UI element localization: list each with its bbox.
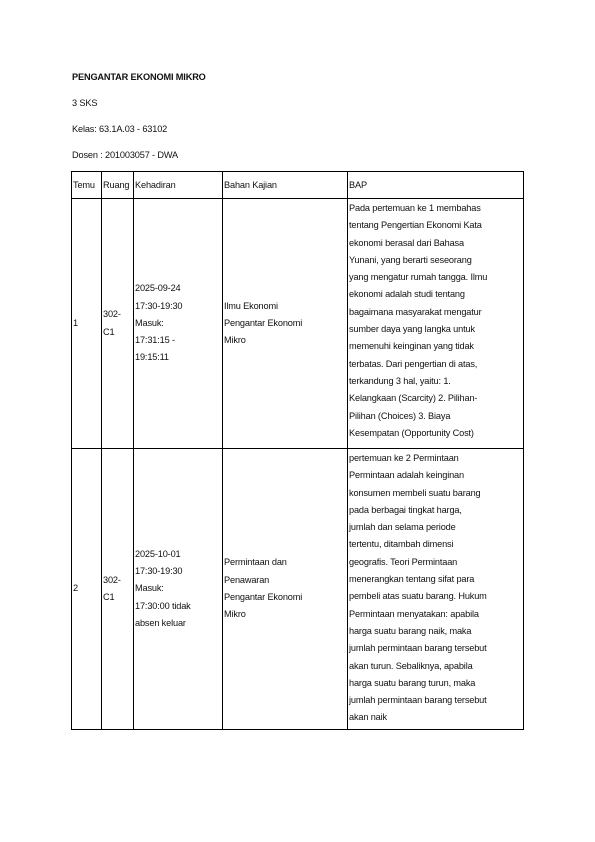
bap-line: tentang Pengertian Ekonomi Kata: [349, 220, 482, 231]
kehadiran-line: 2025-10-01: [135, 548, 181, 559]
bap-line: pada berbagai tingkat harga,: [349, 504, 462, 515]
bahan-line: Mikro: [224, 609, 246, 620]
bap-line: akan naik: [349, 712, 387, 723]
kehadiran-cell: [134, 449, 223, 730]
ruang-line: 302-: [103, 309, 121, 320]
bap-line: pembeli atas suatu barang. Hukum: [349, 591, 487, 602]
kehadiran-line: 17:30-19:30: [135, 565, 183, 576]
bap-line: ekonomi adalah studi tentang: [349, 289, 465, 300]
bahan-line: Mikro: [224, 335, 246, 346]
bap-line: pertemuan ke 2 Permintaan: [349, 453, 459, 463]
bap-line: akan turun. Sebaliknya, apabila: [349, 660, 473, 671]
bahan-line: Penawaran: [224, 574, 270, 585]
bap-line: konsumen membeli suatu barang: [349, 487, 481, 498]
bap-line: Permintaan adalah keinginan: [349, 470, 464, 481]
kehadiran-line: 17:30-19:30: [135, 300, 183, 311]
ruang-cell: [102, 449, 134, 730]
ruang-line: C1: [103, 591, 115, 602]
bap-line: harga suatu barang naik, maka: [349, 625, 472, 636]
bap-line: ekonomi berasal dari Bahasa: [349, 237, 464, 248]
ruang-line: 302-: [103, 574, 121, 585]
bap-line: Pada pertemuan ke 1 membahas: [349, 203, 481, 213]
bap-line: yang mengatur rumah tangga. Ilmu: [349, 272, 488, 283]
bap-line: Yunani, yang berarti seseorang: [349, 254, 472, 265]
bahan-line: Pengantar Ekonomi: [224, 317, 303, 328]
kehadiran-line: Masuk:: [135, 583, 164, 594]
ruang-line: C1: [103, 326, 115, 337]
bap-line: tertentu, ditambah dimensi: [349, 539, 454, 550]
bap-line: jumlah permintaan barang tersebut: [349, 695, 487, 706]
table-header-row: [72, 172, 524, 199]
attendance-table: [71, 171, 524, 730]
ruang-cell: [102, 199, 134, 449]
bap-line: memenuhi keinginan yang tidak: [349, 341, 474, 352]
bap-cell: [348, 449, 524, 730]
bap-cell: [348, 199, 524, 449]
temu-cell: 2: [72, 449, 102, 730]
column-header-temu: Temu: [72, 172, 102, 199]
bahan-kajian-cell: [223, 449, 348, 730]
column-header-ruang: Ruang: [102, 172, 134, 199]
bap-line: Permintaan menyatakan: apabila: [349, 608, 479, 619]
bahan-line: Ilmu Ekonomi: [224, 300, 278, 311]
course-credits: 3 SKS: [72, 98, 98, 108]
column-header-bahan-kajian: Bahan Kajian: [223, 172, 348, 199]
class-info: Kelas: 63.1A.03 - 63102: [72, 124, 168, 134]
kehadiran-line: 19:15:11: [135, 352, 169, 363]
bap-line: bagaimana masyarakat mengatur: [349, 306, 482, 317]
bap-line: Kesempatan (Opportunity Cost): [349, 427, 474, 438]
bap-line: terkandung 3 hal, yaitu: 1.: [349, 375, 451, 386]
table-row: [72, 449, 524, 730]
table-row: [72, 199, 524, 449]
column-header-kehadiran: Kehadiran: [134, 172, 223, 199]
bap-line: sumber daya yang langka untuk: [349, 324, 475, 335]
kehadiran-line: Masuk:: [135, 317, 164, 328]
kehadiran-line: 17:31:15 -: [135, 335, 175, 346]
temu-cell: 1: [72, 199, 102, 449]
kehadiran-cell: [134, 199, 223, 449]
bahan-line: Permintaan dan: [224, 557, 287, 568]
bahan-kajian-cell: [223, 199, 348, 449]
bap-line: jumlah dan selama periode: [349, 522, 456, 533]
lecturer-info: Dosen : 201003057 - DWA: [72, 150, 179, 160]
kehadiran-line: absen keluar: [135, 617, 186, 628]
bap-line: Kelangkaan (Scarcity) 2. Pilihan-: [349, 393, 478, 404]
kehadiran-line: 2025-09-24: [135, 283, 181, 294]
bahan-line: Pengantar Ekonomi: [224, 591, 303, 602]
course-title: PENGANTAR EKONOMI MIKRO: [72, 72, 206, 82]
bap-line: menerangkan tentang sifat para: [349, 574, 475, 585]
bap-line: Pilihan (Choices) 3. Biaya: [349, 410, 451, 421]
bap-line: jumlah permintaan barang tersebut: [349, 643, 487, 654]
bap-line: geografis. Teori Permintaan: [349, 556, 458, 567]
bap-line: terbatas. Dari pengertian di atas,: [349, 358, 478, 369]
kehadiran-line: 17:30:00 tidak: [135, 600, 191, 611]
column-header-bap: BAP: [348, 172, 524, 199]
bap-line: harga suatu barang turun, maka: [349, 677, 476, 688]
